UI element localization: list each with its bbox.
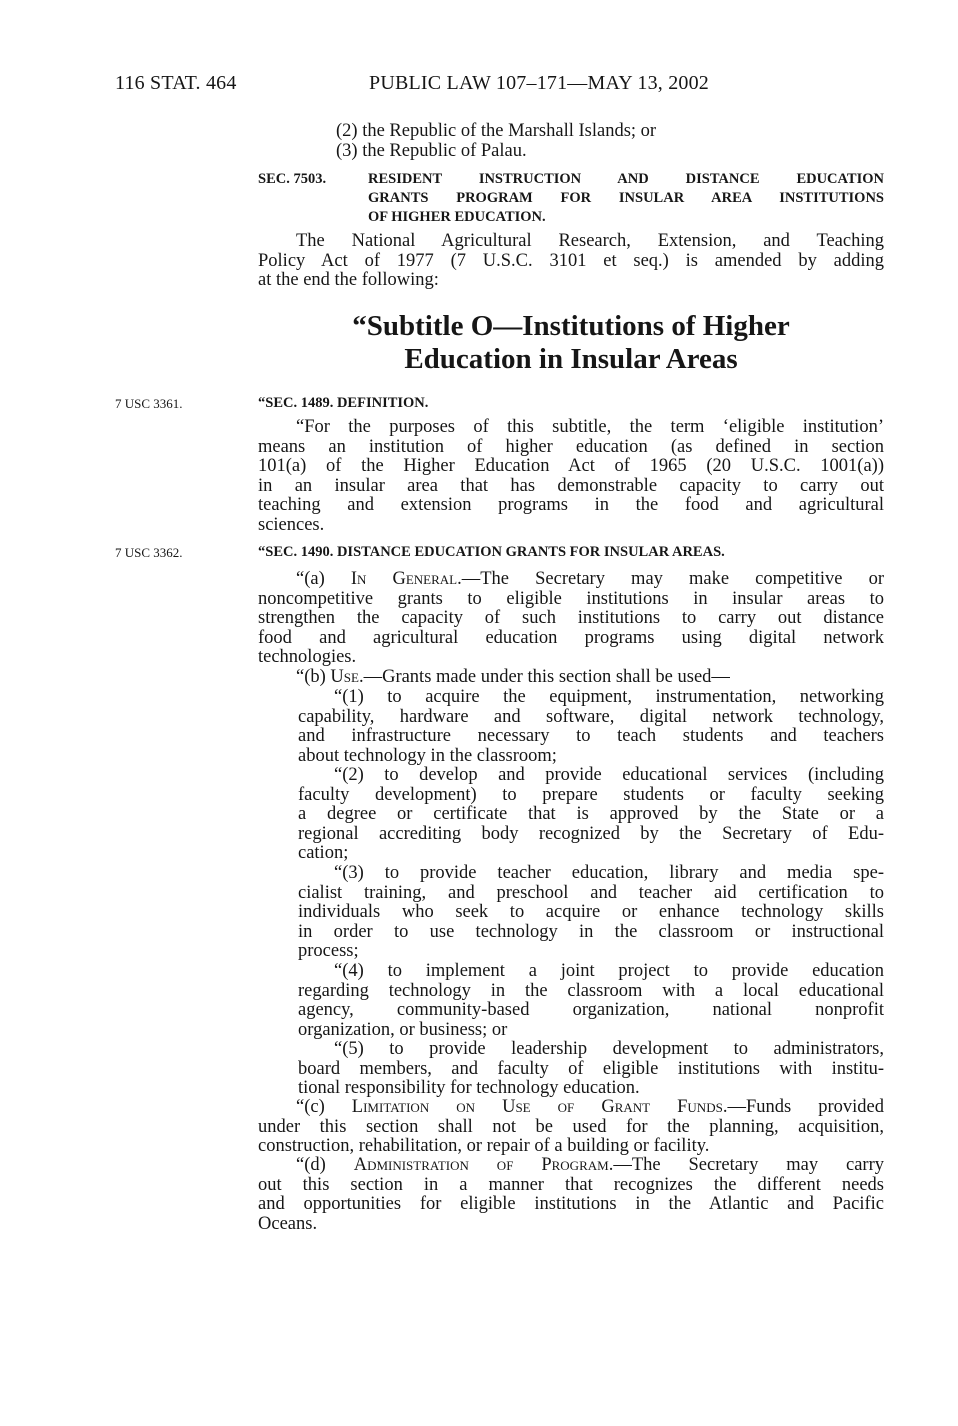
subtitle-heading (258, 310, 884, 376)
subsection-caption: Use (330, 668, 359, 687)
section-title-line: OF HIGHER EDUCATION. (368, 209, 546, 225)
body-line: and infrastructure necessary to teach students and teachers (298, 727, 884, 747)
subsection-a (258, 570, 884, 668)
body-line: organization, or business; or (298, 1020, 508, 1040)
list-item: (2) the Republic of the Marshall Islands; or (336, 121, 657, 141)
body-line (258, 1156, 884, 1176)
body-line: “(4) to implement a joint project to provide education (334, 962, 884, 981)
body-line: cation; (298, 844, 349, 864)
section-1490-heading: “SEC. 1490. DISTANCE EDUCATION GRANTS FOR INSULAR AREAS. (258, 544, 725, 560)
subsection-text: .—The Secretary may make competitive or (457, 570, 884, 589)
body-line: The National Agricultural Research, Extension, and Teaching (296, 232, 884, 251)
subtitle-line: “Subtitle O—Institutions of Higher (352, 310, 790, 342)
paragraph-b4 (258, 962, 884, 1040)
section-title-line: GRANTS PROGRAM FOR INSULAR AREA INSTITUTIONS (368, 190, 884, 206)
body-line: in order to use technology in the classroom or instructional (298, 922, 884, 942)
subsection-text: .—Grants made under this section shall be used— (358, 668, 730, 687)
body-line: “(2) to develop and provide educational services (including (334, 766, 884, 785)
section-1489-heading: “SEC. 1489. DEFINITION. (258, 395, 429, 411)
body-line: capability, hardware and software, digital network technology, (298, 707, 884, 727)
statute-page-number: 116 STAT. 464 (115, 72, 237, 94)
margin-note-3361: 7 USC 3361. (115, 396, 183, 411)
paragraph-b2 (258, 766, 884, 864)
body-line: sciences. (258, 515, 325, 535)
body-line: out this section in a manner that recognizes the different needs (258, 1175, 884, 1195)
subsection-c (258, 1098, 884, 1157)
body-line: teaching and extension programs in the food and agricultural (258, 496, 884, 516)
section-7503-body (258, 232, 884, 291)
subsection-prefix: “(b) (296, 668, 331, 687)
body-line: construction, rehabilitation, or repair of a building or facility. (258, 1137, 710, 1157)
body-line: “(1) to acquire the equipment, instrumentation, networking (334, 688, 884, 707)
body-line: Oceans. (258, 1214, 318, 1234)
body-line: process; (298, 942, 359, 962)
body-line: and opportunities for eligible institutions in the Atlantic and Pacific (258, 1195, 884, 1215)
body-line: “(3) to provide teacher education, library and media spe- (334, 864, 884, 883)
paragraph-b3 (258, 864, 884, 962)
body-line: under this section shall not be used for the planning, acquisition, (258, 1117, 884, 1137)
body-line: cialist training, and preschool and teacher aid certification to (298, 883, 884, 903)
body-line: regional accrediting body recognized by the Secretary of Edu- (298, 824, 884, 844)
body-line: strengthen the capacity of such institutions to carry out distance (258, 609, 884, 629)
republic-list (336, 122, 884, 161)
body-line: in an insular area that has demonstrable capacity to carry out (258, 476, 884, 496)
body-line (258, 668, 884, 688)
subsection-text: .—Funds provided (722, 1098, 884, 1117)
section-number: SEC. 7503. (258, 171, 327, 187)
list-item: (3) the Republic of Palau. (336, 140, 527, 161)
body-line: at the end the following: (258, 271, 439, 291)
body-line (258, 1098, 884, 1118)
section-title (368, 170, 884, 227)
body-line: food and agricultural education programs using digital network (258, 628, 884, 648)
section-1489-body (258, 418, 884, 536)
public-law-citation: PUBLIC LAW 107–171—MAY 13, 2002 (369, 72, 709, 94)
body-line: tional responsibility for technology education. (298, 1079, 640, 1099)
body-line: individuals who seek to acquire or enhance technology skills (298, 903, 884, 923)
subsection-caption: In General (350, 570, 458, 589)
body-line: “(5) to provide leadership development to administrators, (334, 1040, 884, 1059)
section-title-line: RESIDENT INSTRUCTION AND DISTANCE EDUCATION (368, 171, 884, 187)
subsection-prefix: “(d) (296, 1156, 354, 1175)
paragraph-b5 (258, 1040, 884, 1099)
body-line: “For the purposes of this subtitle, the term ‘eligible institution’ (296, 418, 884, 437)
body-line: a degree or certificate that is approved by the State or a (298, 805, 884, 825)
body-line (258, 570, 884, 590)
paragraph-b1 (258, 688, 884, 766)
body-line: means an institution of higher education (as defined in section (258, 437, 884, 457)
subsection-caption: Administration of Program (353, 1156, 609, 1175)
subsection-prefix: “(a) (296, 570, 351, 589)
subsection-prefix: “(c) (296, 1098, 352, 1117)
subsection-d (258, 1156, 884, 1234)
body-line: faculty development) to prepare students or faculty seeking (298, 785, 884, 805)
body-line: Policy Act of 1977 (7 U.S.C. 3101 et seq.) is amended by adding (258, 251, 884, 271)
section-7503-heading (258, 170, 884, 227)
body-line: 101(a) of the Higher Education Act of 1965 (20 U.S.C. 1001(a)) (258, 457, 884, 477)
subsection-caption: Limitation on Use of Grant Funds (351, 1098, 723, 1117)
body-line: technologies. (258, 648, 357, 668)
body-line: about technology in the classroom; (298, 746, 557, 766)
subtitle-line: Education in Insular Areas (404, 343, 738, 375)
body-line: regarding technology in the classroom with a local educational (298, 981, 884, 1001)
subsection-b (258, 668, 884, 688)
body-line: board members, and faculty of eligible institutions with institu- (298, 1059, 884, 1079)
subsection-text: .—The Secretary may carry (608, 1156, 884, 1175)
body-line: agency, community-based organization, national nonprofit (298, 1001, 884, 1021)
body-line: noncompetitive grants to eligible institutions in insular areas to (258, 589, 884, 609)
margin-note-3362: 7 USC 3362. (115, 545, 183, 560)
